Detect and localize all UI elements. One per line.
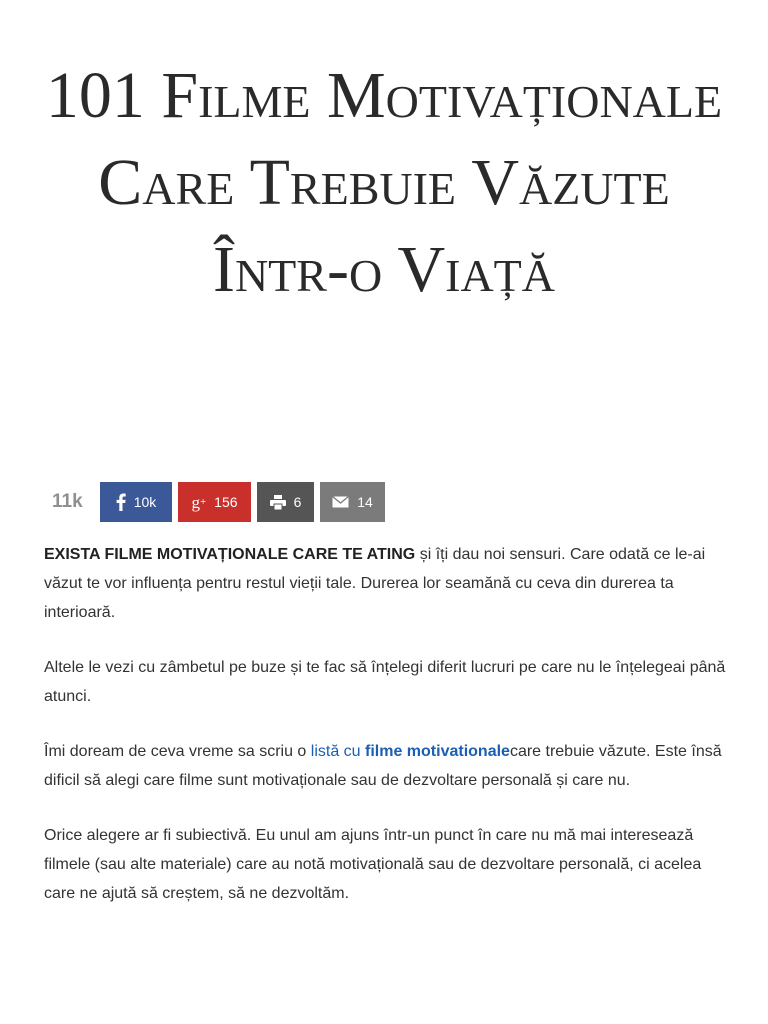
share-bar xyxy=(44,482,391,522)
article-body xyxy=(44,540,728,934)
list-link[interactable]: listă cu xyxy=(310,743,366,760)
paragraph-1: EXISTA FILME MOTIVAȚIONALE CARE TE ATING și îți dau noi sensuri. Care odată ce le-ai văzut te vor influența pentru restul vieții tale. Durerea lor seamănă cu ceva din durerea ta interioară. xyxy=(44,546,706,621)
lead-text: EXISTA FILME MOTIVAȚIONALE CARE TE ATING xyxy=(44,546,416,563)
paragraph-2: Altele le vezi cu zâmbetul pe buze și te fac să înțelegi diferit lucruri pe care nu le înțelegeai până atunci. xyxy=(44,659,726,705)
printer-icon xyxy=(270,495,286,510)
print-count: 6 xyxy=(293,494,302,510)
google-plus-icon: g + xyxy=(191,492,207,512)
paragraph-3: Îmi doream de ceva vreme sa scriu o listă cu filme motivationalecare trebuie văzute. Este însă dificil să alegi care filme sunt motivaționale sau de dezvoltare personală și care nu. xyxy=(44,743,722,789)
facebook-icon xyxy=(116,493,126,511)
email-share-button[interactable] xyxy=(320,482,385,522)
motivational-films-link[interactable]: filme motivationale xyxy=(365,743,510,760)
google-plus-share-count: 156 xyxy=(214,494,238,510)
total-share-count: 11k xyxy=(52,491,83,512)
article-title: 101 Filme Motivaționale Care Trebuie Văzute Într-o Viață xyxy=(45,59,723,306)
print-button[interactable] xyxy=(257,482,314,522)
facebook-share-button[interactable] xyxy=(100,482,172,522)
email-share-count: 14 xyxy=(357,494,373,510)
paragraph-4: Orice alegere ar fi subiectivă. Eu unul am ajuns într-un punct în care nu mă mai interesează filmele (sau alte materiale) care au notă motivațională sau de dezvoltare personală, ci acelea care ne ajută să creștem, să ne dezvoltăm. xyxy=(44,827,702,902)
facebook-share-count: 10k xyxy=(133,494,157,510)
envelope-icon xyxy=(332,496,349,508)
google-plus-share-button[interactable] xyxy=(178,482,251,522)
